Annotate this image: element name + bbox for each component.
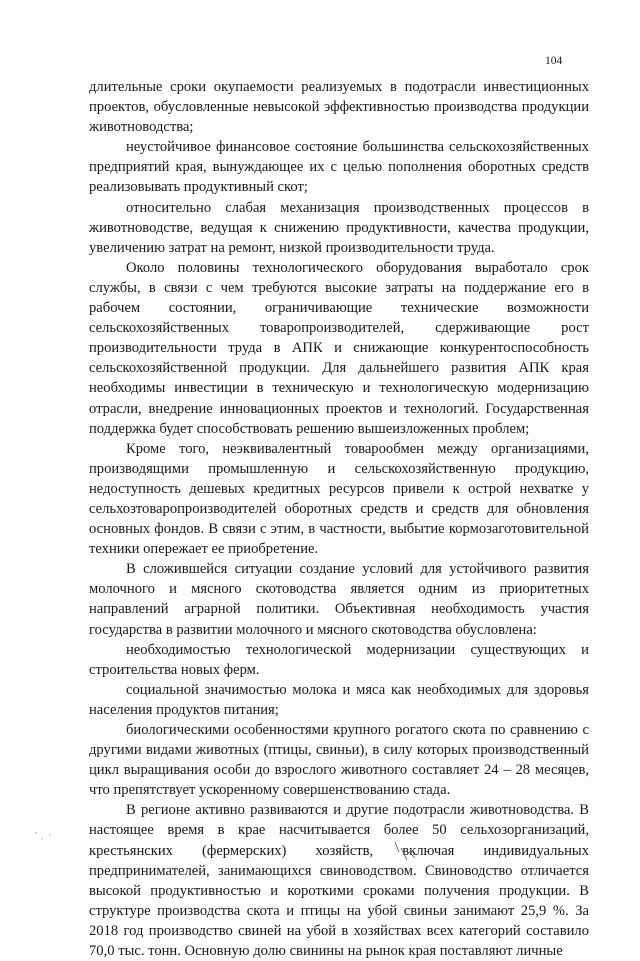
paragraph: длительные сроки окупаемости реализуемых в подотрасли инвестиционных проектов, обусловленные невысокой эффективностью производства продукции животноводства;: [89, 79, 589, 136]
paragraph: биологическими особенностями крупного рогатого скота по сравнению с другими видами животных (птицы, свиньи), в силу которых производственный цикл выращивания особи до взрослого животного составляет 24 – 28 месяцев, что препятствует ускоренному совершенствованию стада.: [89, 722, 589, 799]
scan-artifact-dots: [30, 825, 60, 855]
paragraph: В регионе активно развиваются и другие подотрасли животноводства. В настоящее время в крае насчитывается более 50 сельхозорганизаций, крестьянских (фермерских) хозяйств, включая индивидуальных предпринимателей, занимающихся свиноводством. Свиноводство отличается высокой продуктивностью и короткими сроками получения продукции. В структуре производства скота и птицы на убой свиньи занимают 25,9 %. За 2018 год производство свиней на убой в хозяйствах всех категорий составило 70,0 тыс. тонн. Основную долю свинины на рынок края поставляют личные: [89, 802, 589, 960]
scan-artifact-mark: [385, 838, 425, 878]
paragraph: неустойчивое финансовое состояние большинства сельскохозяйственных предприятий края, вынуждающее их с целью пополнения оборотных средств реализовывать продуктивный скот;: [89, 139, 589, 196]
paragraph: В сложившейся ситуации создание условий для устойчивого развития молочного и мясного скотоводства является одним из приоритетных направлений аграрной политики. Объективная необходимость участия государства в развитии молочного и мясного скотоводства обусловлена:: [89, 561, 589, 638]
paragraph: Около половины технологического оборудования выработало срок службы, в связи с чем требуются высокие затраты на поддержание его в рабочем состоянии, ограничивающие технические возможности сельскохозяйственных товаропроизводителей, сдерживающие рост производительности труда в АПК и снижающие конкурентоспособность сельскохозяйственной продукции. Для дальнейшего развития АПК края необходимы инвестиции в техническую и технологическую модернизацию отрасли, внедрение инновационных проектов и технологий. Государственная поддержка будет способствовать решению вышеизложенных проблем;: [89, 259, 589, 437]
page-number: 104: [545, 55, 563, 67]
paragraph: относительно слабая механизация производственных процессов в животноводстве, ведущая к снижению продуктивности, качества продукции, увеличению затрат на ремонт, низкой производительности труда.: [89, 199, 589, 256]
paragraph: Кроме того, неэквивалентный товарообмен между организациями, производящими промышленную и сельскохозяйственную продукцию, недоступность дешевых кредитных ресурсов привели к острой нехватке у сельхозтоваропроизводителей оборотных средств и средств для обновления основных фондов. В связи с этим, в частности, выбытие кормозаготовительной техники опережает ее приобретение.: [89, 440, 589, 558]
paragraph: необходимостью технологической модернизации существующих и строительства новых ферм.: [89, 641, 589, 678]
paragraph: социальной значимостью молока и мяса как необходимых для здоровья населения продуктов питания;: [89, 681, 589, 718]
document-body: [89, 77, 589, 961]
